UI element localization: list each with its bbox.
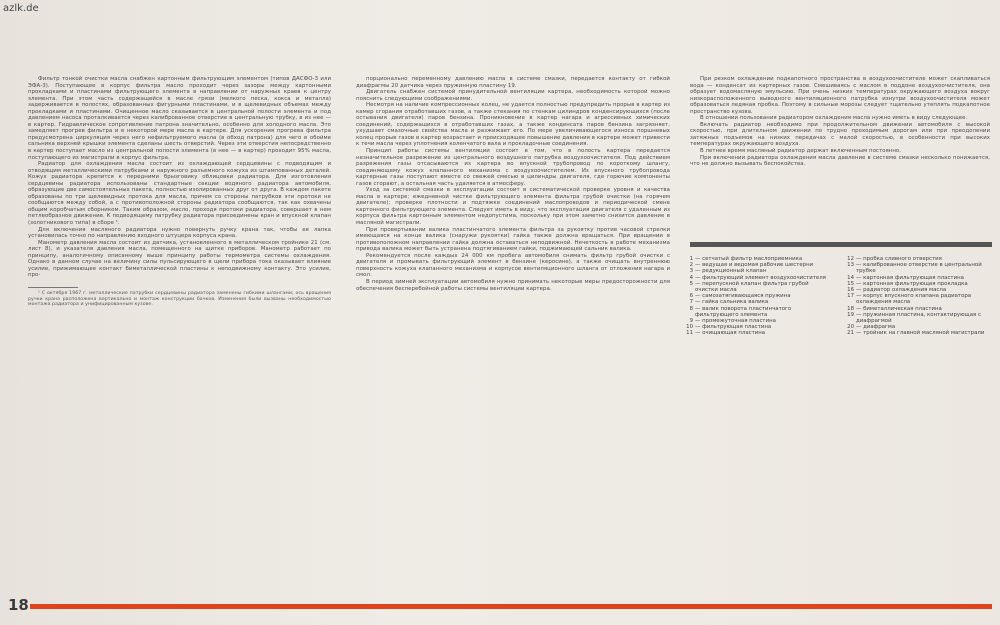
legend-number: 7 — [689, 299, 693, 306]
accent-bar — [30, 604, 992, 609]
paragraph: Фильтр тонкой очистки масла снабжен картонным фильтрующим элементом (типов ДАСФО-3 или ЭФА-3). Поступающее в корпус фильтра масло проходит через зазоры между картонными прокладками и пластинами фильтрующего элемента в направлении от наружных краев к центру элемента. При этом часть содержащейся в масле грязи (мелкого песка, кокса и металла) задерживается в полостях, образованных фигурными пластинами, и в щелевидных объемах между прокладками и пластинами. Очищенное масло сказывается в центральной полости элемента и под давлением насоса проталкивается через калиброванное отверстие в центральную трубку, в из нее — в картер. Гидравлическое сопротивление патрона значительно, особенно для холодного масла. Это замедляет прогрев фильтра и в некоторой мере масла в картере. Для ускорения прогрева фильтра предусмотрена циркуляция через него нефильтруемого масла (в обход патрона) для чего в обойме сальника верхней крышки элемента сделаны шесть отверстий. Через эти отверстия непосредственно в картер поступает масло из центральной полости элемента (в нее — в картер) проходит 95% масла, поступающего из магистрали в корпус фильтра. — [28, 76, 331, 161]
legend-number: 17 — [847, 293, 854, 300]
legend-text: — диафрагма — [856, 324, 896, 331]
paragraph: Для включения масляного радиатора нужно повернуть ручку крана так, чтобы ее лапка установилась точно по направлению входного штуцера корпуса крана. — [28, 226, 331, 240]
legend-number: 21 — [847, 330, 854, 337]
legend-text: — калиброванное отверстие в центральной трубке — [856, 262, 982, 275]
legend-text: — картонная фильтрующая прокладка — [856, 280, 968, 287]
legend-item — [838, 330, 996, 336]
legend-text: — тройник на главной масляной магистрали — [856, 330, 985, 337]
legend-number: 8 — [689, 305, 693, 312]
paragraph: Уход за системой смазки в эксплуатации состоит в систематической проверке уровня и качества масла в картере; ежедневной чистке фильтрующего элемента фильтра грубой очистки (на горячем двигателе); проверке плотности и подтяжке соединений маслопроводов и периодической смене картонного фильтрующего элемента. Следует иметь в виду, что эксплуатация двигателя с удаленным из корпуса фильтра картонным элементом недопустима, поскольку при этом заметно снизится давление в масляной магистрали. — [356, 187, 670, 227]
legend-number: 3 — [689, 268, 693, 275]
legend-number: 4 — [689, 274, 693, 281]
legend-number: 9 — [689, 318, 693, 325]
legend-item — [838, 262, 996, 274]
legend-number: 13 — [847, 262, 854, 269]
text-column-3 — [690, 76, 990, 168]
legend-number: 19 — [847, 311, 854, 318]
legend-text: — гайка сальника валика — [695, 299, 769, 306]
legend-text: — ведущая и ведомая рабочие шестерни — [695, 262, 814, 269]
legend-text: — фильтрующий элемент воздухоочистителя — [695, 274, 826, 281]
paragraph: Рекомендуется после каждых 24 000 км пробега автомобиля снимать фильтр грубой очистки с двигателя и промывать фильтрующий элемент в бензине (керосине), а также очищать внутреннюю поверхность кожуха клапанного механизма и корпусов вентиляционного шланга от отложения нагара и смол. — [356, 252, 670, 279]
footnote-rule — [28, 287, 78, 288]
paragraph: При провертывании валика пластинчатого элемента фильтра за рукоятку против часовой стрелки имеющаяся на конце валика (снаружи рукоятки) гайка также должна вращаться. При вращении в противоположном направлении гайка должна оставаться неподвижной. Нечеткость в работе механизма привода валика может быть устранена подтягиванием гайки, поджимающей сальник валика. — [356, 226, 670, 253]
paragraph: В отношении пользования радиатором охлаждения масла нужно иметь в виду следующее. — [700, 115, 968, 122]
legend-number: 18 — [847, 305, 854, 312]
paragraph: Манометр давления масла состоит из датчика, установленного в металлическом тройнике 21 (см. лист 8), и указателя давления масла, помещенного на щитке приборов. Манометр работает по принципу, аналогичному описанному выше принципу работы термометра системы охлаждения. Однако в данном случае на величину силы пульсирующего в щели прибора тока оказывает влияние усилие, прижимающее контакт биметаллической пластины к неподвижному контакту. Это усилие, про- — [28, 239, 331, 279]
legend-text: — биметаллическая пластина — [856, 305, 942, 312]
legend-number: 6 — [689, 293, 693, 300]
paragraph: В летнее время масляный радиатор держат включенным постоянно. — [700, 148, 902, 155]
legend-number: 10 — [686, 324, 693, 331]
paragraph: порционально переменному давлению масла в системе смазки, передается контакту от гибкой диафрагмы 20 датчика через пружинную пластину 19. — [356, 76, 670, 89]
legend-number: 14 — [847, 274, 854, 281]
paragraph: Несмотря на наличие компрессионных колец, не удается полностью предупредить прорыв в картер из камер сгорания отработавших газов, а также стекания по стенкам цилиндров конденсирующихся (после остывания двигателя) паров бензина. Проникновение в картер нагара и агрессивных химических соединений, содержащихся в отработавших газах, а также конденсата паров бензина загрязняет, ухудшает смазочные свойства масла и разжижает его. По мере увеличивающегося износа поршневых колец прорыв газов в картер возрастает и происходящее повышение давления в картере может привести к течи масла через уплотнения коленчатого вала и прокладочные соединения. — [356, 102, 670, 148]
legend-item — [677, 306, 830, 318]
legend-number: 15 — [847, 280, 854, 287]
legend-number: 5 — [689, 280, 693, 287]
site-watermark: azlk.de — [3, 3, 39, 14]
legend-number: 20 — [847, 324, 854, 331]
paragraph: Включать радиатор необходимо при продолжительном движении автомобиля с высокой скоростью, при длительном движении по трудно проходимым дорогам или при преодолении затяжных подъемов на низких передачах с малой скоростью, в особенности при высоких температурах окружающего воздуха. — [690, 121, 990, 148]
legend-list-right — [838, 256, 996, 337]
legend-text: — корпус впускного клапана радиатора охлаждения масла — [856, 293, 972, 306]
legend-text: — фильтрующая пластина — [695, 324, 772, 331]
legend-item — [677, 281, 830, 293]
legend-text: — валик поворота пластинчатого фильтрующего элемента — [695, 305, 792, 318]
legend-number: 11 — [686, 330, 693, 337]
legend-text: — картонная фильтрующая пластина — [856, 274, 964, 281]
legend-number: 12 — [847, 256, 854, 262]
legend-item — [677, 330, 830, 336]
text-column-2 — [356, 76, 670, 292]
page-number: 18 — [8, 596, 29, 614]
paragraph: При резком охлаждении подкапотного пространства в воздухоочистителе может скапливаться вода — конденсат из картерных газов. Смешиваясь с маслом в поддоне воздухоочистителя, она образует водомасляную эмульсию. При очень низких температурах окружающего воздуха вокруг низкорасположенного выводного вентиляционного патрубка изнутри воздухоочистителя может образоваться ледяная пробка. Поэтому в сильные морозы следует тщательно утеплять подкапотное пространство кузова. — [690, 76, 990, 115]
legend-text: — сетчатый фильтр маслоприемника — [695, 256, 803, 262]
paragraph: Принцип работы системы вентиляции состоит в том, что в полость картера передается незначительное разрежение из центрального воздушного патрубка воздухоочистителя. Под действием разрежения газы отсасываются из картера во впускной трубопровод по короткому шлангу, соединяющему кожух клапанного механизма с воздухоочистителем. Из впускного трубопровода картерные газы поступают вместе со свежей смесью в цилиндры двигателя, где горючие компоненты газов сгорают, а остальная часть удаляется в атмосферу. — [356, 148, 670, 187]
legend-item — [838, 312, 996, 324]
legend-text: — редукционный клапан — [695, 268, 767, 275]
paragraph: Радиатор для охлаждения масла состоит из охлаждающей сердцевины с подводящим и отводящим металлическими патрубками и наружного разъемного кожуха из штампованных деталей. Кожух радиатора крепится к передними брызговику облицовки радиатора. Для изготовления сердцевины радиатора использованы стандартные секции водяного радиатора автомобиля, образующие две самостоятельных пакета, полностью изолированных друг от друга. В каждом пакете образованы по три щелевидных протока для масла, причем со стороны патрубков эти протоки не сообщаются между собой, а с противоположной стороны радиатора сообщаются, так как охвачены общим коробчатым сборником. Таким образом, масло, проходя протоки радиатора, совершает в нем петлеобразное движение. К подводящему патрубку радиатора присоединены кран и впускной клапан (золотникового типа) в сборе ¹. — [28, 161, 331, 227]
legend-text: — очищающая пластина — [695, 330, 766, 337]
legend-item — [838, 293, 996, 305]
paragraph: При включении радиатора охлаждения масла давление в системе смазки несколько понижается, что не должно вызывать беспокойства. — [690, 154, 990, 168]
text-column-1 — [28, 76, 331, 308]
paragraph: Двигатель снабжен системой принудительной вентиляции картера, необходимость которой можно пояснить следующими соображениями. — [356, 89, 670, 102]
legend-divider — [690, 242, 992, 247]
legend-text: — промежуточная пластина — [695, 318, 776, 325]
legend-number: 2 — [689, 262, 693, 269]
legend-number: 16 — [847, 287, 854, 294]
legend-number: 1 — [689, 256, 693, 262]
legend-text: — пробка сливного отверстия — [856, 256, 942, 262]
legend-text: — пружинная пластина, контактирующая с диафрагмой — [856, 311, 981, 325]
legend-text: — самозатягивающаяся пружина — [695, 293, 791, 300]
footnote: ¹ С октября 1967 г. металлические патрубки сердцевины радиатора заменены гибкими шлангами; ось вращения ручки крана расположена вертикально и монтаж конструкции бачков. Изменения были вызваны необходимостью монтажа радиатора и унифицированным кузове. — [28, 290, 331, 308]
legend-text: — радиатор охлаждения масла — [856, 287, 947, 294]
legend-text: — перепускной клапан фильтра грубой очистки масла — [695, 280, 809, 294]
legend-list-left — [677, 256, 830, 337]
paragraph: В период зимней эксплуатации автомобиля нужно принимать некоторые меры предосторожности для обеспечения бесперебойной работы системы вентиляции картера. — [356, 278, 670, 292]
